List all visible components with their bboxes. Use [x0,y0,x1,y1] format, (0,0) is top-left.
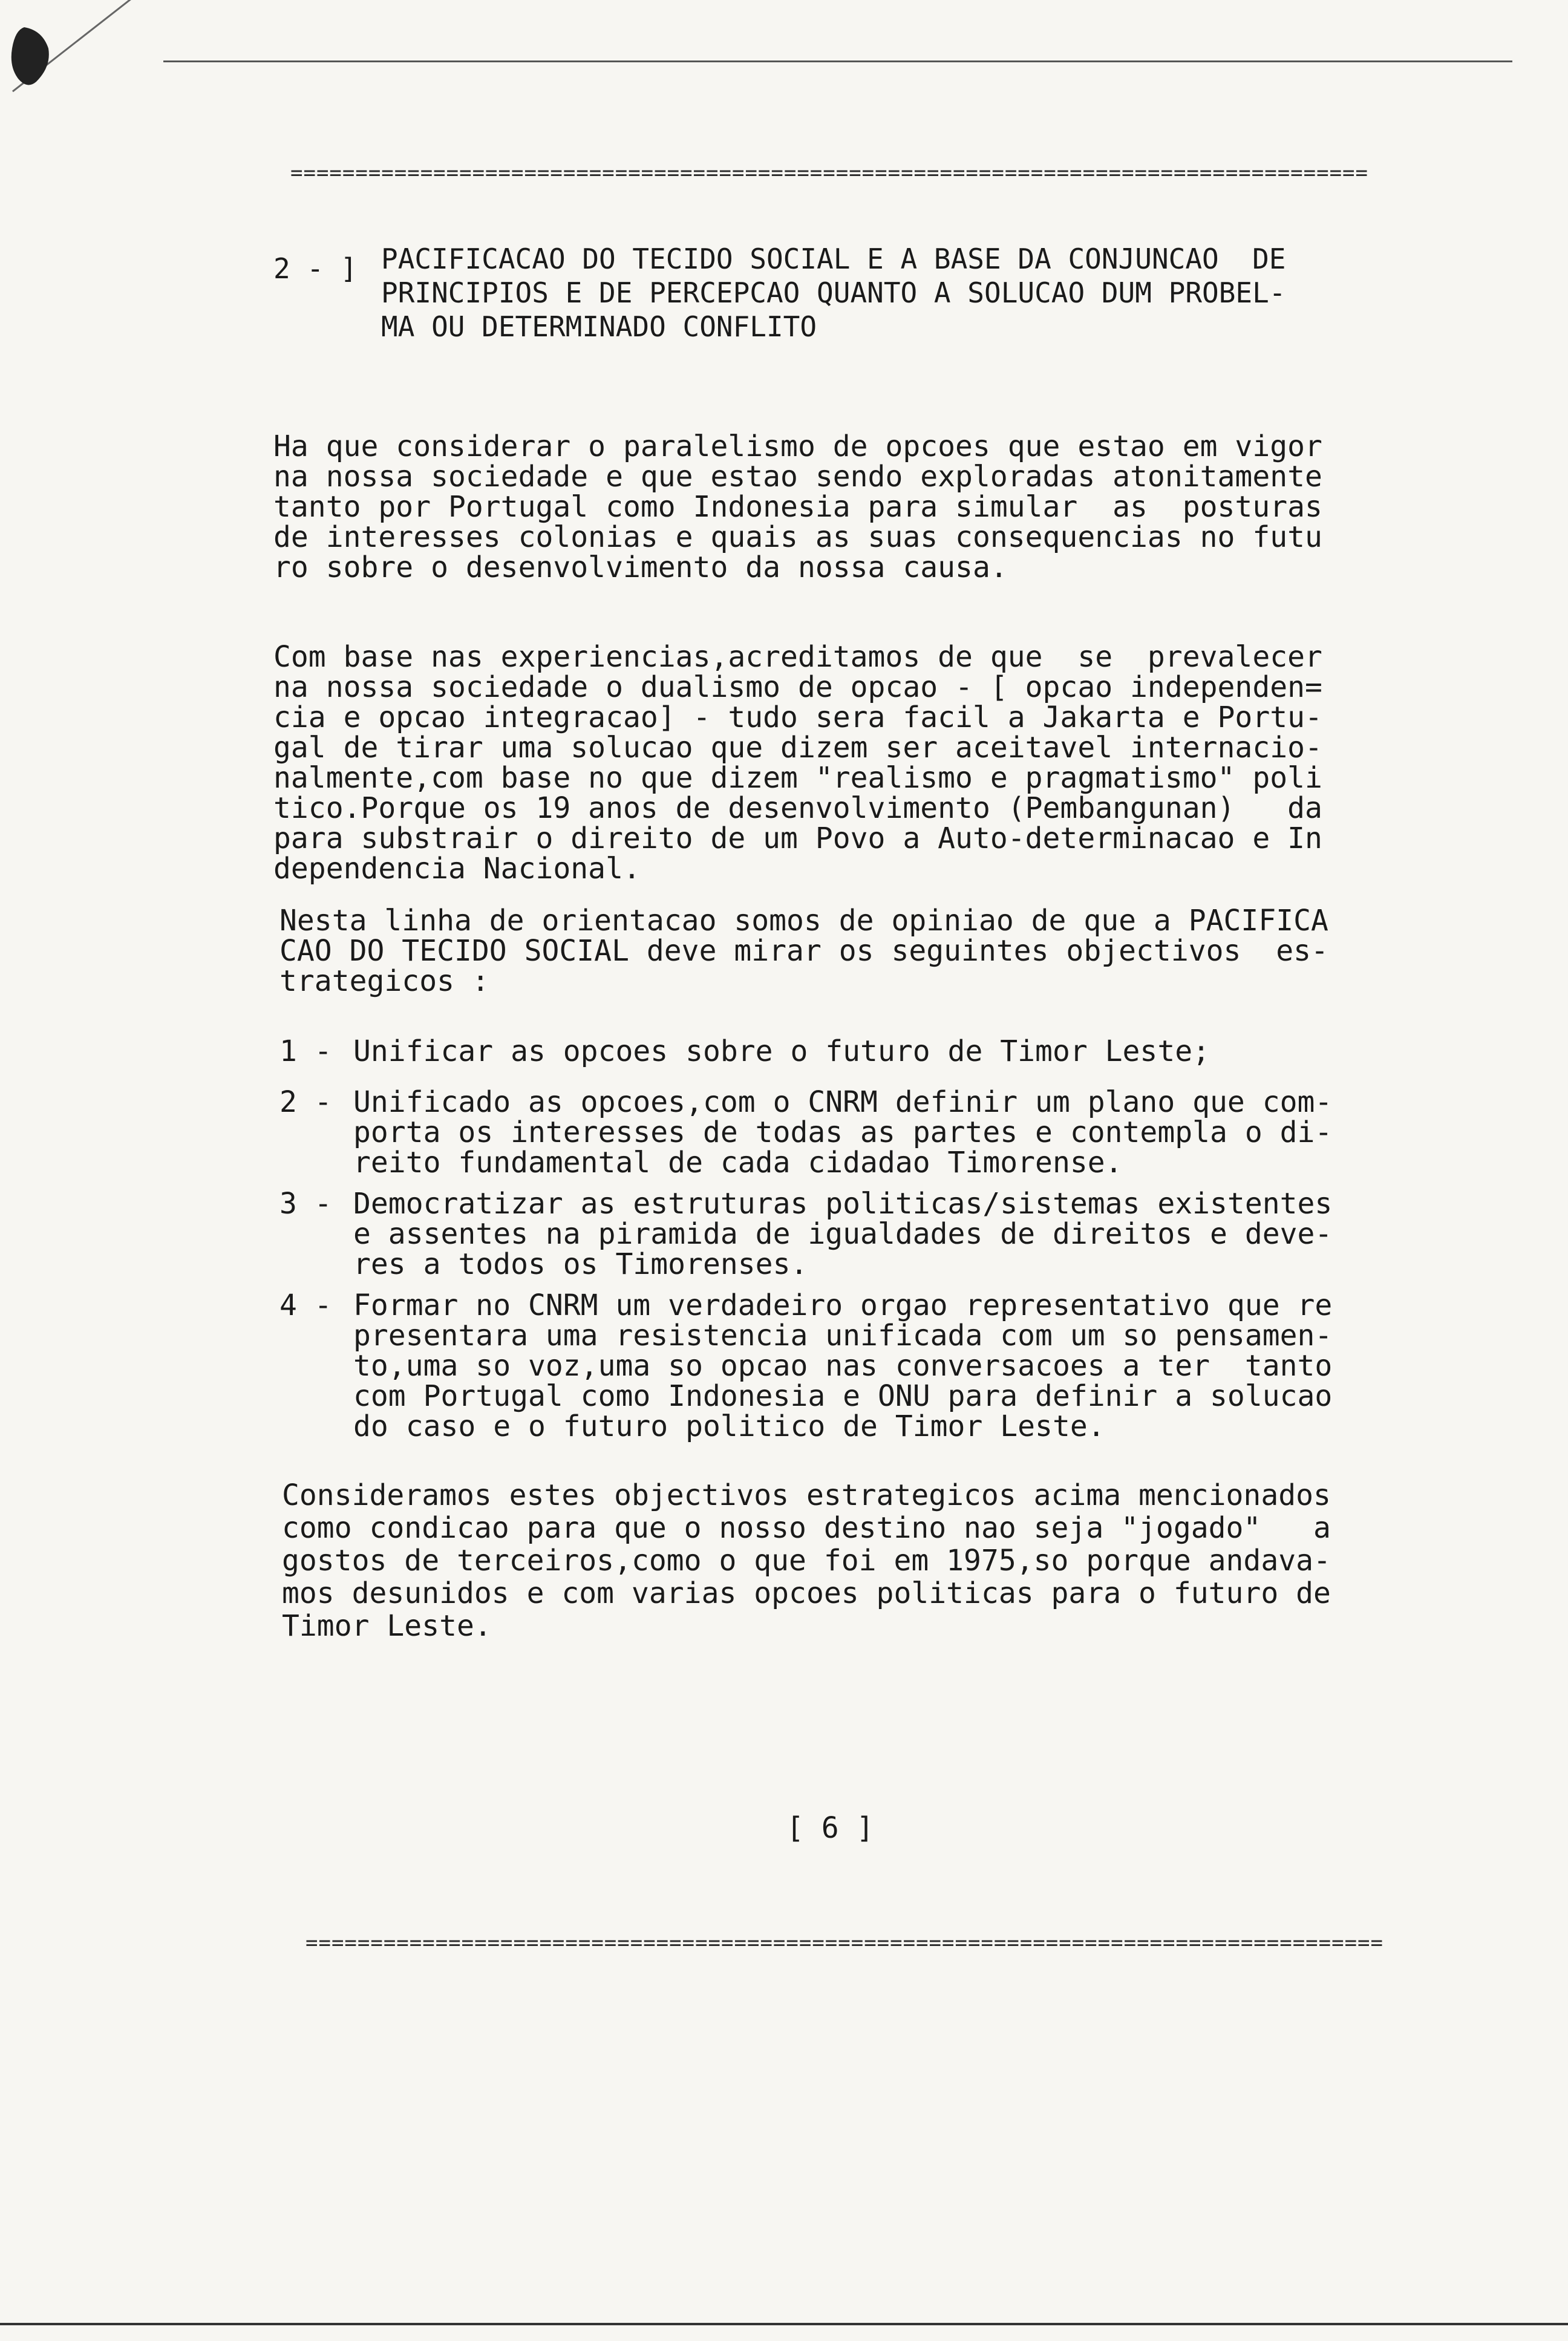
list-item-number: 2 - [279,1085,332,1119]
ink-smudge-icon [6,24,54,91]
paragraph-line: Nesta linha de orientacao somos de opiniao de que a PACIFICA [279,904,1328,938]
paragraph-line: para substrair o direito de um Povo a Auto-determinacao e In [273,821,1322,855]
list-item-line: do caso e o futuro politico de Timor Leste. [353,1409,1105,1443]
heading-line: PACIFICACAO DO TECIDO SOCIAL E A BASE DA CONJUNCAO DE [381,243,1286,275]
paragraph-line: Com base nas experiencias,acreditamos de que se prevalecer [273,640,1322,674]
list-item-line: Democratizar as estruturas politicas/sistemas existentes [353,1187,1333,1221]
list-item-line: Unificado as opcoes,com o CNRM definir um plano que com- [353,1085,1333,1119]
heading-line: MA OU DETERMINADO CONFLITO [381,310,817,343]
paragraph-line: Ha que considerar o paralelismo de opcoes que estao em vigor [273,429,1322,463]
list-item-line: com Portugal como Indonesia e ONU para definir a solucao [353,1379,1333,1413]
list-item-number: 3 - [279,1187,332,1221]
paragraph-line: tico.Porque os 19 anos de desenvolvimento (Pembangunan) da [273,791,1322,825]
paragraph-line: CAO DO TECIDO SOCIAL deve mirar os seguintes objectivos es- [279,934,1328,968]
paragraph-line: como condicao para que o nosso destino nao seja "jogado" a [282,1511,1331,1545]
top-separator: =================================================================================== [290,161,1368,185]
heading-number: 2 - ] [273,252,358,285]
paragraph-line: gostos de terceiros,como o que foi em 1975,so porque andava- [282,1544,1331,1578]
paragraph-line: na nossa sociedade o dualismo de opcao - [ opcao independen= [273,670,1322,704]
list-item-line: to,uma so voz,uma so opcao nas conversacoes a ter tanto [353,1349,1333,1383]
paragraph-line: na nossa sociedade e que estao sendo exploradas atonitamente [273,460,1322,494]
list-item-line: Formar no CNRM um verdadeiro orgao representativo que re [353,1288,1333,1322]
list-item-line: e assentes na piramida de igualdades de direitos e deve- [353,1217,1333,1251]
paragraph-line: Timor Leste. [282,1609,492,1643]
list-item-line: porta os interesses de todas as partes e contempla o di- [353,1115,1333,1149]
list-item-line: presentara uma resistencia unificada com um so pensamen- [353,1319,1333,1353]
list-item-line: reito fundamental de cada cidadao Timorense. [353,1146,1123,1180]
paragraph-line: Consideramos estes objectivos estrategicos acima mencionados [282,1478,1331,1512]
list-item-number: 1 - [279,1034,332,1068]
heading-line: PRINCIPIOS E DE PERCEPCAO QUANTO A SOLUCAO DUM PROBEL- [381,276,1286,309]
list-item-number: 4 - [279,1288,332,1322]
paragraph-line: tanto por Portugal como Indonesia para simular as posturas [273,490,1322,524]
paragraph-line: nalmente,com base no que dizem "realismo e pragmatismo" poli [273,761,1322,795]
paragraph-line: mos desunidos e com varias opcoes politicas para o futuro de [282,1576,1331,1610]
paragraph-line: dependencia Nacional. [273,852,641,886]
paragraph-line: trategicos : [279,964,489,998]
paragraph-line: de interesses colonias e quais as suas consequencias no futu [273,520,1322,554]
page-number: [ 6 ] [786,1811,874,1845]
list-item-line: Unificar as opcoes sobre o futuro de Timor Leste; [353,1034,1210,1068]
bottom-scan-rule [0,2323,1568,2325]
paragraph-line: gal de tirar uma solucao que dizem ser aceitavel internacio- [273,731,1322,765]
bottom-separator: =================================================================================== [305,1931,1383,1955]
paragraph-line: ro sobre o desenvolvimento da nossa causa. [273,550,1008,584]
top-scan-rule [163,60,1512,62]
paragraph-line: cia e opcao integracao] - tudo sera facil a Jakarta e Portu- [273,700,1322,734]
list-item-line: res a todos os Timorenses. [353,1247,808,1281]
